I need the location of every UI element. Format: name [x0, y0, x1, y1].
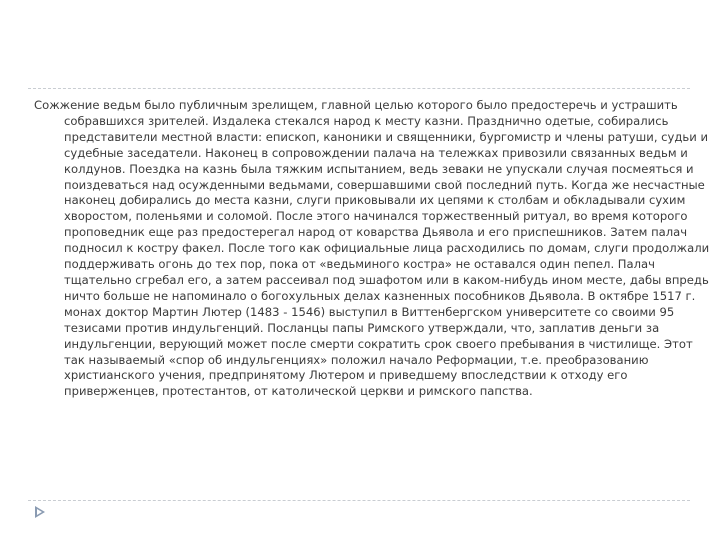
bottom-divider [28, 500, 690, 501]
slide-body-text: Сожжение ведьм было публичным зрелищем, главной целью которого было предостеречь и устрашить собравшихся зрителей. Издалека стекался народ к месту казни. Празднично одетые, собирались представители местной власти: епископ, каноники и священники, бургомистр и члены ратуши, судьи и судебные заседатели. Наконец в сопровождении палача на тележках привозили связанных ведьм и колдунов. Поездка на казнь была тяжким испытанием, ведь зеваки не упускали случая посмеяться и поиздеваться над осужденными ведьмами, совершавшими свой последний путь. Когда же несчастные наконец добирались до места казни, слуги приковывали их цепями к столбам и обкладывали сухим хворостом, поленьями и соломой. После этого начинался торжественный ритуал, во время которого проповедник еще раз предостерегал народ от коварства Дьявола и его приспешников. Затем палач подносил к костру факел. После того как официальные лица расходились по домам, слуги продолжали поддерживать огонь до тех пор, пока от «ведьминого костра» не оставался один пепел. Палач тщательно сгребал его, а затем рассеивал под эшафотом или в каком-нибудь ином месте, дабы впредь ничто больше не напоминало о богохульных делах казненных пособников Дьявола. В октябре 1517 г. монах доктор Мартин Лютер (1483 - 1546) выступил в Виттенбергском университете со своими 95 тезисами против индульгенций. Посланцы папы Римского утверждали, что, заплатив деньги за индульгенции, верующий может после смерти сократить срок своего пребывания в чистилище. Этот так называемый «спор об индульгенциях» положил начало Реформации, т.е. преобразованию христианского учения, предпринятому Лютером и приведшему впоследствии к отходу его приверженцев, протестантов, от католической церкви и римского папства. [34, 98, 710, 399]
triangle-bullet-icon [32, 504, 48, 520]
top-divider [28, 88, 690, 89]
